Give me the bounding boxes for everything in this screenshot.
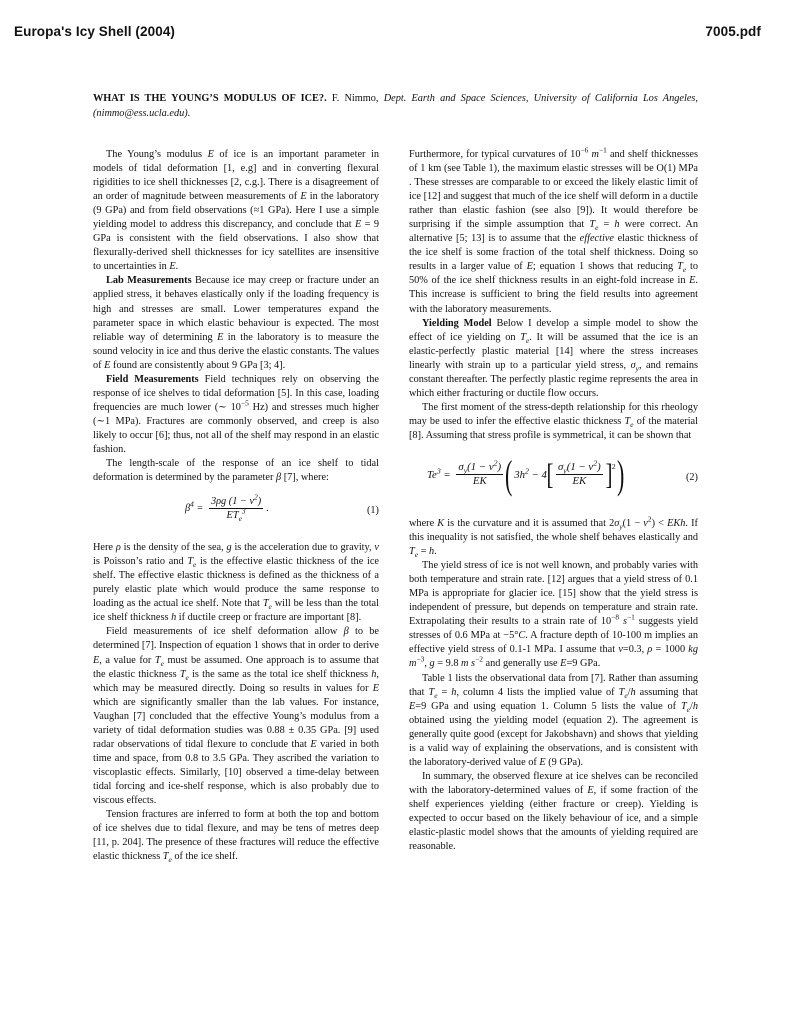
equation-2: Te$^3$ = $\frac{\sigma_y(1 - \nu^2)}{EK}$ ( $3h^2 - 4$ [ $\frac{\sigma_y(1 - \nu^2)}{EK}$ ] $^2$ ) (2): [427, 451, 698, 497]
paragraph: Furthermore, for typical curvatures of $10^{-6}$ $m^{-1}$ and shelf thicknesses of 1 km (see Table 1), the maximum elastic stresses will be O(1) MPa . These stresses are comparable to or exceed the likely elastic limit of ice [12] and suggest that much of the ice shelf will deform in a ductile rather than elastic fashion (see also [9]). It would therefore be surprising if the simple assumption that $T_e = h$ were correct. An alternative [5; 13] is to assume that the effective elastic thickness of the ice shelf is some fraction of the total shelf thickness. Doing so results in a larger value of E; equation 1 shows that reducing $T_e$ to 50% of the ice shelf thickness results in an eight-fold increase in E. This increase is sufficient to bring the field results into agreement with the laboratory measurements.: [409, 145, 699, 315]
author-affiliation: Dept. Earth and Space Sciences, University of California Los Angeles, (nimmo@ess.ucla.edu).: [93, 93, 698, 119]
section-heading-yield: Yielding Model: [422, 317, 492, 329]
paper-title-block: [93, 91, 698, 121]
paragraph: In summary, the observed flexure at ice shelves can be reconciled with the laboratory-determined values of E, if some fraction of the shelf experiences yielding (either fracture or creep). Yielding is expected to occur based on the likely behaviour of ice, and a simple elastic-plastic model shows that the amounts of yielding required are reasonable.: [409, 770, 698, 853]
author-name: F. Nimmo,: [326, 93, 384, 104]
paragraph: The yield stress of ice is not well known, and probably varies with both temperature and strain rate. [12] argues that a yield stress of 0.1 MPa is appropriate for glacier ice. [15] show that the yield stress is independent of pressure, but depends on temperature and strain rate. Extrapolating their results to a strain rate of $10^{-8}$ $s^{-1}$ suggests yield stresses of 0.6 MPa at −5°C. A fracture depth of 10-100 m implies an effective yield stress of 0.1-1 MPa. I assume that ν=0.3, ρ = 1000 kg $m^{-3}$, g = 9.8 m $s^{-2}$ and generally use E=9 GPa.: [409, 560, 699, 670]
paragraph: The first moment of the stress-depth relationship for this rheology may be used to infer the effective elastic thickness $T_e$ of the material [8]. Assuming that stress profile is symmetrical, it can be shown that: [409, 401, 698, 441]
left-column: [93, 148, 379, 864]
paper-title: WHAT IS THE YOUNG’S MODULUS OF ICE?.: [93, 93, 327, 104]
equation-1: $\beta^4$ = $\frac{3\rho g (1 - \nu^2)}{ET_e^3}$ . (1): [185, 492, 379, 524]
section-heading-field: Field Measurements: [106, 373, 199, 385]
paragraph: The Young’s modulus E of ice is an important parameter in models of tidal deformation [1, e.g] and in converting flexural rigidities to ice shell thicknesses [2, c.g.]. There is a disagreement of an order of magnitude between measurements of E in the laboratory (9 GPa) and from field observations (≈1 GPa). Here I use a simple yielding model to address this discrepancy, and conclude that E = 9 GPa is consistent with the field observations. I also show that flexurally-derived shell thicknesses for icy satellites are insensitive to uncertainties in E.: [93, 149, 380, 273]
paragraph: Here ρ is the density of the sea, g is the acceleration due to gravity, ν is Poisson’s ratio and $T_e$ is the effective elastic thickness of the ice shelf. The effective elastic thickness is defined as the thickness of a purely elastic plate which would produce the same response to loading as the actual ice shelf. Note that $T_e$ will be less than the total ice shelf thickness h if ductile creep or fracture are important [8].: [93, 542, 379, 624]
paragraph: Table 1 lists the observational data from [7]. Rather than assuming that $T_e = h$, column 4 lists the implied value of $T_e/h$ assuming that E=9 GPa and using equation 1. Column 5 lists the value of $T_e/h$ obtained using the yielding model (equation 2). The agreement is generally quite good (except for Jakobshavn) and shows that yielding is a valid way of explaining the observations, and is consistent with the laboratory-derived value of E (9 GPa).: [409, 672, 698, 768]
section-heading-lab: Lab Measurements: [106, 275, 192, 287]
paragraph: The length-scale of the response of an ice shelf to tidal deformation is determined by the parameter β [7], where:: [93, 458, 379, 484]
paragraph: where K is the curvature and it is assumed that $2\sigma_y(1 - \nu^2)$ < EKh. If this inequality is not satisfied, the whole shelf behaves elastically and $T_e = h$.: [409, 514, 698, 560]
equation-number: (1): [366, 505, 379, 517]
running-header-title: Europa's Icy Shell (2004): [14, 24, 176, 39]
paragraph: Lab Measurements Because ice may creep or fracture under an applied stress, it behaves elastically only if the loading frequency is high and stresses are small. Lower temperatures expand the parameter space in which elastic behaviour is expected. The most reliable way of determining E in the laboratory is to measure the sound velocity in ice and thus derive the elastic constants. The values of E found are consistently about 9 GPa [3; 4].: [93, 275, 379, 371]
paragraph: Field Measurements Field techniques rely on observing the response of ice shelves to tidal deformation [5]. In this case, loading frequencies are much lower (∼ $10^{-5}$ Hz) and stresses much higher (∼1 MPa). Fractures are commonly observed, and creep is also likely to occur [6]; thus, not all of the shelf may respond in an elastic fashion.: [93, 373, 379, 455]
right-column: [409, 145, 699, 854]
equation-number: (2): [685, 471, 698, 483]
paragraph: Tension fractures are inferred to form at both the top and bottom of ice shelves due to tidal flexure, and may be tens of metres deep [11, p. 204]. The presence of these fractures will reduce the effective elastic thickness $T_e$ of the ice shelf.: [93, 809, 379, 865]
paragraph: Yielding Model Below I develop a simple model to show the effect of ice yielding on $T_e$. It will be assumed that the ice is an elastic-perfectly plastic material [14] where the stress increases linearly with strain up to a particular yield stress, $\sigma_y$, and remains constant thereafter. The perfectly plastic regime represents the area in which either fracturing or ductile flow occurs.: [409, 317, 699, 399]
running-header-filename: 7005.pdf: [705, 24, 761, 39]
paragraph: Field measurements of ice shelf deformation allow β to be determined [7]. Inspection of equation 1 shows that in order to derive E, a value for $T_e$ must be assumed. One approach is to assume that the elastic thickness $T_e$ is the same as the total ice shelf thickness h, which may be measured directly. Doing so results in values for E which are significantly smaller than the lab values. For instance, Vaughan [7] concluded that the effective Young’s modulus from a variety of tidal deformation studies was 0.88 ± 0.35 GPa. [9] used radar observations of tidal flexure to conclude that E varied in both time and space, from 0.8 to 3.5 GPa. They ascribed the variation to viscoplastic effects. Similarly, [10] observed a time-delay between tidal forcing and ice-shelf response, which is also probably due to viscous effects.: [93, 626, 379, 806]
